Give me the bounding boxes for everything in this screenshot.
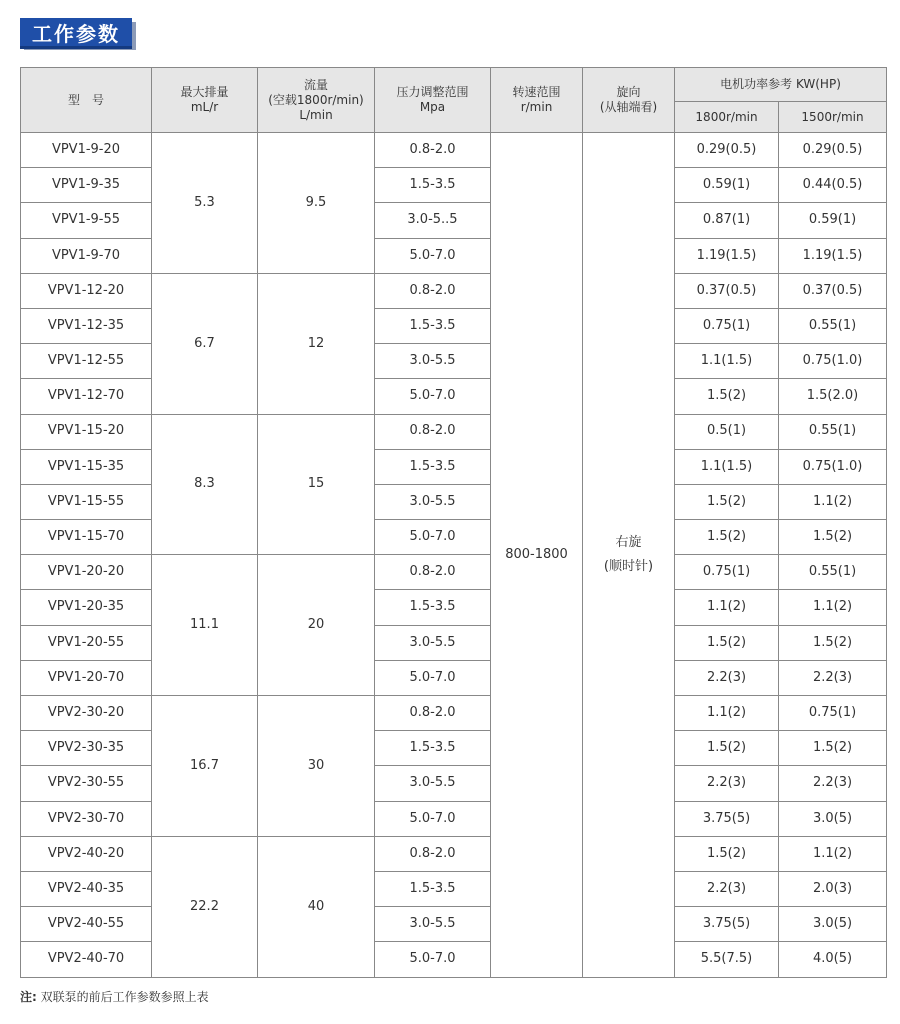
header-flow [258,68,375,133]
header-displacement-unit: mL/r [190,100,219,114]
table-row [21,344,887,379]
pressure-cell: 5.0-7.0 [375,238,491,273]
pressure-cell: 5.0-7.0 [375,379,491,414]
flow-cell: 15 [258,414,375,555]
header-flow-unit: L/min [299,107,333,122]
power-1800-cell: 1.5(2) [675,731,779,766]
table-row [21,203,887,238]
table-row [21,484,887,519]
page-title: 工作参数 [20,18,132,49]
power-1500-cell: 0.55(1) [779,555,887,590]
power-1500-cell: 1.5(2) [779,731,887,766]
model-cell: VPV2-40-20 [21,836,152,871]
footnote-text: 双联泵的前后工作参数参照上表 [40,990,209,1004]
pressure-cell: 0.8-2.0 [375,555,491,590]
power-1800-cell: 0.75(1) [675,555,779,590]
model-cell: VPV2-30-20 [21,696,152,731]
pressure-cell: 1.5-3.5 [375,449,491,484]
power-1800-cell: 2.2(3) [675,871,779,906]
header-rotation [583,68,675,133]
header-rpm-1800: 1800r/min [675,102,779,133]
rotation-cell [583,133,675,978]
table-row [21,590,887,625]
pressure-cell: 3.0-5.5 [375,484,491,519]
pressure-cell: 1.5-3.5 [375,731,491,766]
header-flow-condition: (空载1800r/min) [268,92,364,107]
model-cell: VPV1-15-20 [21,414,152,449]
table-row [21,555,887,590]
power-1500-cell: 1.1(2) [779,484,887,519]
power-1500-cell: 0.55(1) [779,308,887,343]
flow-cell: 20 [258,555,375,696]
pressure-cell: 5.0-7.0 [375,942,491,977]
power-1500-cell: 0.75(1) [779,696,887,731]
power-1500-cell: 0.55(1) [779,414,887,449]
footnote [20,988,209,1005]
displacement-cell: 8.3 [152,414,258,555]
power-1500-cell: 4.0(5) [779,942,887,977]
table-row [21,660,887,695]
power-1800-cell: 0.37(0.5) [675,273,779,308]
model-cell: VPV2-40-70 [21,942,152,977]
power-1500-cell: 2.2(3) [779,660,887,695]
pressure-cell: 0.8-2.0 [375,414,491,449]
model-cell: VPV1-15-35 [21,449,152,484]
power-1800-cell: 3.75(5) [675,801,779,836]
footnote-label: 注: [20,990,37,1004]
pressure-cell: 5.0-7.0 [375,660,491,695]
pressure-cell: 5.0-7.0 [375,801,491,836]
header-speed [491,68,583,133]
table-row [21,379,887,414]
power-1800-cell: 0.75(1) [675,308,779,343]
header-pressure-unit: Mpa [419,100,446,114]
model-cell: VPV1-20-35 [21,590,152,625]
power-1800-cell: 1.1(1.5) [675,344,779,379]
pressure-cell: 3.0-5.5 [375,766,491,801]
header-rotation-title: 旋向 [616,85,641,99]
table-row [21,414,887,449]
power-1800-cell: 1.1(1.5) [675,449,779,484]
model-cell: VPV2-40-55 [21,907,152,942]
pressure-cell: 1.5-3.5 [375,871,491,906]
header-pressure-title: 压力调整范围 [396,85,469,99]
table-row [21,520,887,555]
model-cell: VPV1-15-55 [21,484,152,519]
power-1800-cell: 1.1(2) [675,590,779,625]
power-1800-cell: 1.5(2) [675,625,779,660]
model-cell: VPV1-20-20 [21,555,152,590]
power-1500-cell: 0.44(0.5) [779,168,887,203]
header-rpm-1500: 1500r/min [779,102,887,133]
pressure-cell: 0.8-2.0 [375,836,491,871]
flow-cell: 12 [258,273,375,414]
power-1800-cell: 0.87(1) [675,203,779,238]
power-1800-cell: 5.5(7.5) [675,942,779,977]
power-1500-cell: 1.19(1.5) [779,238,887,273]
table-row [21,273,887,308]
power-1800-cell: 3.75(5) [675,907,779,942]
pressure-cell: 3.0-5.5 [375,625,491,660]
rotation-direction: 右旋 [615,534,642,550]
table-row [21,625,887,660]
pressure-cell: 3.0-5.5 [375,907,491,942]
spec-table [20,67,887,978]
model-cell: VPV2-30-70 [21,801,152,836]
power-1500-cell: 1.1(2) [779,590,887,625]
model-cell: VPV1-9-35 [21,168,152,203]
displacement-cell: 6.7 [152,273,258,414]
displacement-cell: 5.3 [152,133,258,274]
table-row [21,871,887,906]
header-speed-unit: r/min [520,100,553,114]
power-1500-cell: 1.5(2) [779,625,887,660]
pressure-cell: 0.8-2.0 [375,273,491,308]
table-row [21,907,887,942]
power-1500-cell: 1.1(2) [779,836,887,871]
power-1500-cell: 1.5(2) [779,520,887,555]
rotation-direction-note: (顺时针) [603,558,654,574]
model-cell: VPV1-20-70 [21,660,152,695]
model-cell: VPV1-12-20 [21,273,152,308]
power-1800-cell: 1.5(2) [675,379,779,414]
header-speed-title: 转速范围 [512,85,561,99]
table-row [21,801,887,836]
model-cell: VPV1-15-70 [21,520,152,555]
power-1500-cell: 3.0(5) [779,907,887,942]
model-cell: VPV1-12-55 [21,344,152,379]
flow-cell: 9.5 [258,133,375,274]
model-cell: VPV2-40-35 [21,871,152,906]
pressure-cell: 0.8-2.0 [375,133,491,168]
model-cell: VPV1-9-55 [21,203,152,238]
pressure-cell: 3.0-5.5 [375,344,491,379]
model-cell: VPV1-12-35 [21,308,152,343]
power-1800-cell: 0.59(1) [675,168,779,203]
table-body [21,133,887,978]
power-1800-cell: 1.1(2) [675,696,779,731]
power-1500-cell: 0.59(1) [779,203,887,238]
table-row [21,308,887,343]
pressure-cell: 1.5-3.5 [375,308,491,343]
power-1800-cell: 0.29(0.5) [675,133,779,168]
header-displacement [152,68,258,133]
power-1500-cell: 2.2(3) [779,766,887,801]
pressure-cell: 5.0-7.0 [375,520,491,555]
table-row [21,766,887,801]
table-row [21,942,887,977]
power-1800-cell: 2.2(3) [675,660,779,695]
power-1800-cell: 1.5(2) [675,484,779,519]
pressure-cell: 3.0-5..5 [375,203,491,238]
table-row [21,836,887,871]
power-1800-cell: 2.2(3) [675,766,779,801]
pressure-cell: 0.8-2.0 [375,696,491,731]
header-model: 型 号 [21,68,152,133]
power-1500-cell: 3.0(5) [779,801,887,836]
displacement-cell: 22.2 [152,836,258,977]
model-cell: VPV2-30-35 [21,731,152,766]
header-flow-title: 流量 [303,77,328,92]
power-1800-cell: 0.5(1) [675,414,779,449]
power-1800-cell: 1.5(2) [675,836,779,871]
power-1500-cell: 0.75(1.0) [779,344,887,379]
header-rotation-note: (从轴端看) [599,100,658,114]
header-displacement-title: 最大排量 [180,85,229,99]
header-pressure [375,68,491,133]
model-cell: VPV1-12-70 [21,379,152,414]
header-motor-power: 电机功率参考 KW(HP) [675,68,887,102]
model-cell: VPV1-20-55 [21,625,152,660]
power-1800-cell: 1.19(1.5) [675,238,779,273]
table-row [21,696,887,731]
model-cell: VPV1-9-70 [21,238,152,273]
speed-range-cell: 800-1800 [491,133,583,978]
model-cell: VPV2-30-55 [21,766,152,801]
power-1500-cell: 0.37(0.5) [779,273,887,308]
table-row [21,238,887,273]
flow-cell: 40 [258,836,375,977]
pressure-cell: 1.5-3.5 [375,590,491,625]
power-1800-cell: 1.5(2) [675,520,779,555]
power-1500-cell: 0.29(0.5) [779,133,887,168]
table-row [21,168,887,203]
displacement-cell: 16.7 [152,696,258,837]
table-row [21,449,887,484]
power-1500-cell: 2.0(3) [779,871,887,906]
table-row [21,133,887,168]
power-1500-cell: 0.75(1.0) [779,449,887,484]
power-1500-cell: 1.5(2.0) [779,379,887,414]
flow-cell: 30 [258,696,375,837]
pressure-cell: 1.5-3.5 [375,168,491,203]
displacement-cell: 11.1 [152,555,258,696]
table-row [21,731,887,766]
model-cell: VPV1-9-20 [21,133,152,168]
